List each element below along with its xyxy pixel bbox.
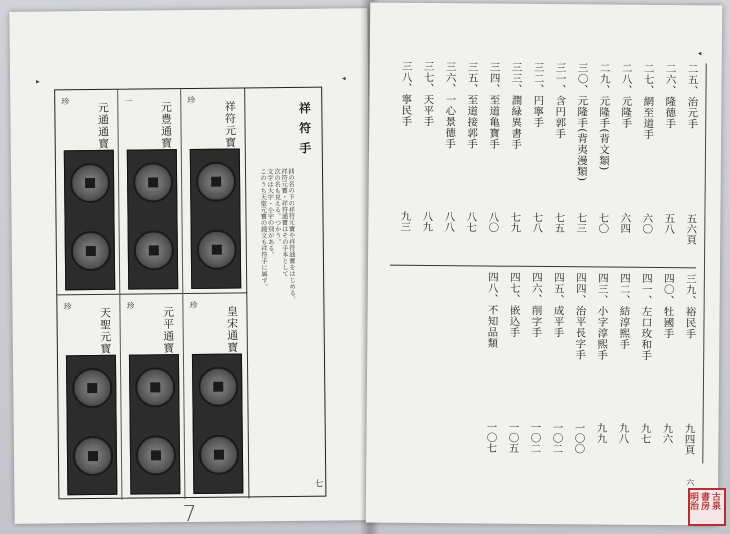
toc-entry-page: 六〇 bbox=[641, 212, 654, 234]
coin-name: 天聖元寳 bbox=[98, 306, 112, 355]
toc-entry-label: 三一、含円郭手 bbox=[554, 62, 567, 140]
catalog-frame bbox=[54, 87, 326, 500]
toc-entry bbox=[638, 63, 660, 263]
toc-entry bbox=[572, 62, 594, 262]
toc-entry bbox=[506, 62, 528, 262]
toc-entry-label: 四五、成平手 bbox=[552, 272, 565, 339]
coin-obverse bbox=[135, 367, 175, 407]
coin-reverse bbox=[136, 435, 176, 475]
toc-entry-label: 三七、天平手 bbox=[422, 60, 435, 128]
toc-entry-page: 八八 bbox=[443, 211, 456, 233]
toc-entry-page: 八九 bbox=[421, 210, 434, 233]
toc-entry-label: 四二、結淳熙手 bbox=[618, 272, 631, 350]
coin-photo bbox=[66, 355, 117, 496]
corner-tick: ◂ bbox=[342, 74, 346, 83]
toc-entry-label: 四六、削字手 bbox=[530, 271, 543, 338]
toc-entry-page: 六四 bbox=[619, 212, 632, 234]
toc-entry-page: 七九 bbox=[509, 211, 522, 233]
toc-entry bbox=[526, 272, 548, 472]
toc-entry-label: 四八、不知品類 bbox=[486, 271, 499, 349]
coin-name: 元平通寳 bbox=[161, 306, 175, 355]
coin-reverse bbox=[199, 435, 239, 475]
coin-name: 元通通寳 bbox=[96, 101, 110, 150]
toc-entry-page: 九七 bbox=[639, 422, 652, 444]
rarity-mark: 珍 bbox=[189, 300, 198, 311]
body-text bbox=[252, 168, 297, 488]
toc-section-bottom bbox=[380, 271, 704, 474]
toc-entry-label: 四三、小字淳熙手 bbox=[596, 272, 609, 361]
page-number: 七 bbox=[314, 479, 324, 490]
toc-entry bbox=[550, 62, 572, 262]
toc-entry bbox=[484, 61, 506, 261]
coin-name: 元豊通寳 bbox=[159, 101, 173, 150]
toc-entry-label: 三四、至道亀寳手 bbox=[487, 61, 501, 150]
toc-entry-label: 三五、至道接郭手 bbox=[465, 61, 479, 150]
coin-photo bbox=[127, 149, 178, 290]
toc-entry-page: 七八 bbox=[531, 211, 544, 233]
toc-entry-label: 三六、一心景德手 bbox=[443, 61, 457, 150]
toc-entry-label: 三〇、元隆手(背夷漫類) bbox=[575, 62, 589, 182]
toc-entry-label: 三二、円寧手 bbox=[532, 61, 545, 128]
toc-entry bbox=[482, 271, 504, 471]
toc-entry-label: 二六、隆德手 bbox=[664, 63, 677, 130]
right-page bbox=[366, 2, 723, 525]
toc-entry-label: 四〇、牡國手 bbox=[662, 273, 675, 340]
toc-entry bbox=[396, 61, 418, 261]
rarity-mark: 珍 bbox=[61, 97, 70, 107]
body-line: 次の名も見える。つかう。 bbox=[272, 168, 282, 245]
toc-entry-label: 三八、寧民手 bbox=[400, 60, 413, 127]
toc-entry bbox=[548, 272, 570, 472]
coin-reverse bbox=[197, 230, 237, 270]
corner-tick: ◂ bbox=[697, 49, 702, 58]
toc-entry-page: 一〇七 bbox=[485, 421, 498, 454]
rarity-mark: 珍 bbox=[126, 301, 135, 311]
handwritten-number: 7 bbox=[182, 501, 197, 528]
coin-photo bbox=[129, 354, 180, 495]
toc-entry bbox=[528, 62, 550, 262]
coin-plates bbox=[55, 88, 249, 500]
coin-obverse bbox=[72, 368, 112, 408]
body-line: 文字は大字・小字の別がある。 bbox=[265, 168, 275, 258]
toc-entry-page: 一〇五 bbox=[507, 421, 520, 454]
toc-entry bbox=[440, 61, 462, 261]
toc-entry-page: 七〇 bbox=[597, 212, 610, 234]
coin-obverse bbox=[70, 163, 110, 203]
toc-entry-label: 四七、嵌込手 bbox=[508, 271, 521, 338]
plate-cell bbox=[181, 88, 246, 294]
toc-entry-page: 九四頁 bbox=[683, 423, 696, 455]
coin-reverse bbox=[71, 231, 111, 271]
toc-entry-page: 七五 bbox=[553, 212, 566, 234]
toc-entry bbox=[680, 273, 702, 473]
toc-entry-page: 九八 bbox=[617, 422, 630, 444]
toc-entry-page: 九六 bbox=[661, 423, 674, 445]
toc-entry bbox=[616, 63, 638, 263]
plate-cell bbox=[57, 295, 122, 501]
corner-tick: ▸ bbox=[36, 77, 40, 86]
coin-obverse bbox=[133, 162, 173, 202]
seal-text: 明治 bbox=[688, 492, 698, 510]
toc-entry-label: 三九、裕民手 bbox=[684, 273, 697, 340]
toc-entry-page: 一〇二 bbox=[551, 422, 564, 454]
toc-entry-label: 二八、元隆手 bbox=[620, 62, 633, 129]
coin-photo bbox=[190, 148, 241, 289]
description-column bbox=[245, 88, 327, 499]
page-number: 六 bbox=[686, 478, 695, 488]
seal-text: 書房 bbox=[699, 492, 709, 510]
toc-entry-label: 二九、元隆手(背文類) bbox=[597, 62, 611, 171]
toc-entry bbox=[592, 272, 614, 472]
toc-entry bbox=[682, 63, 704, 263]
coin-photo bbox=[192, 353, 243, 494]
toc-entry-label: 三三、潤緑異書手 bbox=[509, 61, 523, 150]
toc-entry bbox=[614, 273, 636, 473]
toc-entry-page: 九三 bbox=[399, 210, 412, 232]
plate-cell bbox=[183, 293, 248, 499]
section-divider bbox=[390, 265, 696, 269]
coin-photo bbox=[64, 150, 115, 291]
body-line: 祥符元寳・祥符通寳はその手本として bbox=[279, 167, 290, 277]
toc-entry-label: 二七、網至道手 bbox=[642, 62, 655, 140]
toc-entry bbox=[594, 62, 616, 262]
rarity-mark: 珍 bbox=[63, 302, 72, 312]
toc-entry bbox=[418, 61, 440, 261]
coin-obverse bbox=[198, 367, 238, 407]
toc-entry-page: 五八 bbox=[663, 213, 676, 235]
plate-cell bbox=[120, 294, 185, 500]
toc-entry bbox=[660, 63, 682, 263]
toc-entry bbox=[504, 272, 526, 472]
toc-entry bbox=[636, 273, 658, 473]
coin-obverse bbox=[196, 162, 236, 202]
coin-name: 祥符元寳 bbox=[223, 100, 237, 149]
toc-entry-label: 二五、治元手 bbox=[686, 63, 699, 130]
plate-cell bbox=[55, 90, 120, 296]
plate-row-bottom bbox=[57, 293, 249, 500]
coin-reverse bbox=[73, 436, 113, 476]
coin-reverse bbox=[134, 230, 174, 270]
toc-entry-page: 九九 bbox=[595, 422, 608, 444]
toc-entry bbox=[462, 61, 484, 261]
coin-name: 皇宋通寳 bbox=[225, 305, 239, 354]
section-title: 祥符手 bbox=[297, 101, 312, 162]
toc-entry-page: 八七 bbox=[465, 211, 478, 233]
toc-section-top bbox=[382, 61, 706, 264]
plate-row-top bbox=[55, 88, 247, 295]
left-page bbox=[9, 8, 372, 528]
rarity-mark: 一 bbox=[124, 96, 133, 106]
plate-cell bbox=[118, 89, 183, 295]
collector-seal bbox=[688, 488, 726, 526]
toc-entry-label: 四一、左口玫和手 bbox=[640, 272, 653, 361]
body-line: 銭の名の下の祥符元寳や祥符通寳をはじめる。 bbox=[286, 167, 297, 303]
seal-text: 古泉 bbox=[710, 492, 720, 510]
toc-entry bbox=[658, 273, 680, 473]
toc-entry-page: 一〇二 bbox=[529, 421, 542, 454]
rarity-mark: 珍 bbox=[187, 95, 196, 106]
body-line: このうち天聖元寳の錢文も祥符手に属す。 bbox=[258, 168, 269, 290]
toc-entry-page: 一〇〇 bbox=[573, 422, 586, 454]
toc-entry-label: 四四、治平長字手 bbox=[574, 272, 587, 361]
toc-entry bbox=[570, 272, 592, 472]
toc-entry-page: 五六頁 bbox=[685, 213, 698, 245]
toc-entry-page: 八〇 bbox=[487, 211, 500, 233]
toc-entry-page: 七三 bbox=[575, 212, 588, 234]
